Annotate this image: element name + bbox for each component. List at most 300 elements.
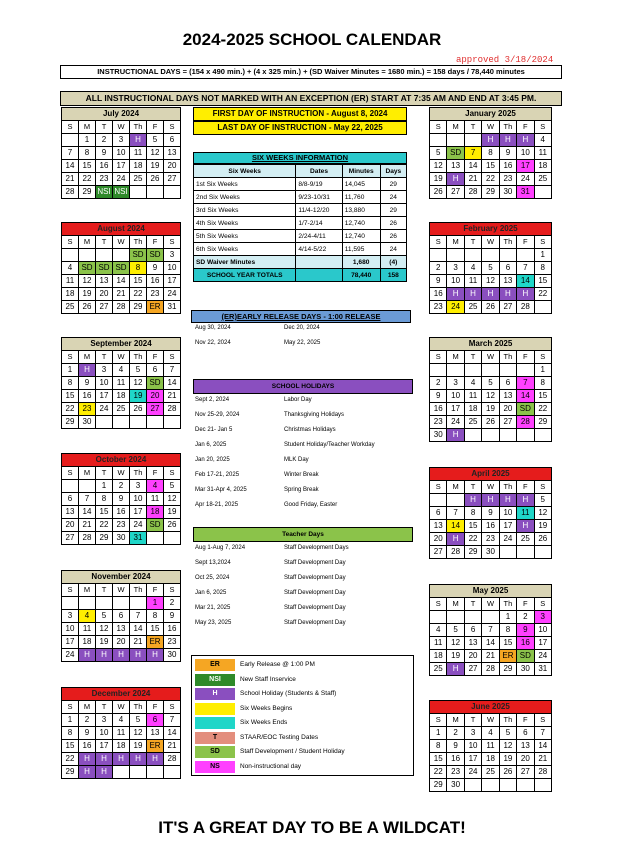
day-cell: 4	[113, 714, 130, 727]
day-cell: 11	[465, 390, 482, 403]
day-cell: H	[96, 649, 113, 662]
day-cell: 2	[79, 714, 96, 727]
holiday-name: Thanksgiving Holidays	[284, 412, 345, 418]
day-cell: 12	[482, 390, 499, 403]
day-cell: 1	[500, 611, 517, 624]
day-cell	[147, 416, 164, 429]
day-cell	[482, 779, 499, 792]
page-title: 2024-2025 SCHOOL CALENDAR	[182, 30, 442, 49]
month-title: October 2024	[61, 453, 181, 466]
day-cell: 27	[465, 663, 482, 676]
day-cell: 24	[500, 533, 517, 546]
day-cell: 28	[164, 403, 181, 416]
day-cell: 6	[517, 727, 534, 740]
weekday-header: S	[164, 467, 181, 480]
day-cell	[447, 249, 464, 262]
day-cell: 29	[465, 546, 482, 559]
day-cell: 25	[430, 663, 447, 676]
month-november-2024	[61, 570, 181, 662]
day-cell: 27	[517, 766, 534, 779]
weekday-header: W	[113, 584, 130, 597]
day-cell: 1	[96, 480, 113, 493]
day-cell: 14	[535, 740, 552, 753]
day-cell: 23	[113, 519, 130, 532]
day-cell: 3	[62, 610, 79, 623]
day-cell: 22	[62, 753, 79, 766]
day-cell	[430, 249, 447, 262]
teacher-day-date: Sept 13,2024	[195, 560, 231, 566]
day-cell: 11	[79, 623, 96, 636]
day-cell: 11	[62, 275, 79, 288]
day-cell	[465, 364, 482, 377]
day-cell: 21	[535, 753, 552, 766]
day-cell: 15	[79, 160, 96, 173]
weekday-header: Th	[500, 481, 517, 494]
day-cell: 15	[500, 637, 517, 650]
day-cell: 8	[465, 507, 482, 520]
day-cell	[113, 597, 130, 610]
day-cell: 16	[113, 506, 130, 519]
day-cell	[535, 186, 552, 199]
weekday-header: S	[164, 584, 181, 597]
day-cell	[147, 766, 164, 779]
day-cell: 5	[96, 610, 113, 623]
day-cell: 16	[96, 160, 113, 173]
day-cell	[535, 779, 552, 792]
day-cell: 7	[517, 377, 534, 390]
day-cell: H	[482, 494, 499, 507]
day-cell: 17	[62, 636, 79, 649]
day-cell: 19	[96, 636, 113, 649]
day-cell: 24	[535, 650, 552, 663]
day-cell: 21	[164, 390, 181, 403]
day-cell: 16	[430, 403, 447, 416]
day-cell: 10	[113, 147, 130, 160]
day-cell: 28	[113, 301, 130, 314]
day-cell: 30	[164, 649, 181, 662]
weekday-header: S	[430, 714, 447, 727]
early-release-title: (ER)EARLY RELEASE DAYS - 1:00 RELEASE	[191, 310, 411, 323]
month-title: July 2024	[61, 107, 181, 120]
day-cell: 26	[130, 403, 147, 416]
day-cell: 5	[482, 377, 499, 390]
day-cell: 16	[79, 740, 96, 753]
day-cell: 28	[482, 663, 499, 676]
day-cell: 29	[62, 766, 79, 779]
day-cell: 10	[500, 507, 517, 520]
weekday-header: M	[79, 584, 96, 597]
day-cell: 22	[535, 288, 552, 301]
day-cell: 20	[465, 650, 482, 663]
day-cell	[500, 249, 517, 262]
day-cell: 17	[535, 637, 552, 650]
day-cell: 8	[96, 493, 113, 506]
day-cell	[113, 766, 130, 779]
day-cell: 13	[147, 727, 164, 740]
day-cell: 3	[164, 249, 181, 262]
day-cell: 27	[164, 173, 181, 186]
day-cell: 27	[500, 301, 517, 314]
legend-swatch	[195, 703, 235, 715]
cell: 29	[380, 204, 406, 217]
weekday-header: F	[517, 598, 534, 611]
day-cell: 19	[500, 753, 517, 766]
day-cell: H	[96, 766, 113, 779]
day-cell: 8	[482, 147, 499, 160]
day-cell: 28	[535, 766, 552, 779]
day-cell: SD	[517, 403, 534, 416]
day-cell: 29	[500, 663, 517, 676]
day-cell: H	[79, 649, 96, 662]
day-cell: 14	[482, 637, 499, 650]
day-cell: 23	[482, 533, 499, 546]
weekday-header: M	[79, 236, 96, 249]
cell	[296, 269, 342, 282]
day-cell: 26	[535, 533, 552, 546]
day-cell	[447, 134, 464, 147]
day-cell: 25	[465, 416, 482, 429]
month-october-2024	[61, 453, 181, 545]
day-cell: 11	[482, 740, 499, 753]
day-cell: 26	[147, 173, 164, 186]
day-cell: 21	[130, 636, 147, 649]
cell	[296, 256, 342, 269]
month-august-2024	[61, 222, 181, 314]
day-cell: 26	[482, 301, 499, 314]
legend	[191, 655, 414, 776]
holiday-date: Nov 25-29, 2024	[195, 412, 240, 418]
weekday-header: W	[482, 121, 499, 134]
legend-swatch: H	[195, 688, 235, 700]
weekday-header: Th	[130, 121, 147, 134]
table-row	[194, 217, 407, 230]
day-cell	[79, 597, 96, 610]
weekday-header: F	[147, 351, 164, 364]
day-cell: 20	[62, 519, 79, 532]
day-cell: 30	[500, 186, 517, 199]
weekday-header: Th	[500, 236, 517, 249]
day-cell: 14	[62, 160, 79, 173]
legend-item	[192, 658, 413, 672]
weekday-header: T	[465, 714, 482, 727]
day-cell: 17	[465, 753, 482, 766]
day-cell	[79, 249, 96, 262]
day-cell: H	[113, 753, 130, 766]
day-cell: 10	[535, 624, 552, 637]
weekday-header: W	[113, 351, 130, 364]
month-grid	[61, 700, 181, 779]
day-cell: 7	[79, 493, 96, 506]
day-cell: H	[465, 494, 482, 507]
day-cell	[430, 364, 447, 377]
day-cell: 15	[535, 275, 552, 288]
holiday-name: Good Friday, Easter	[284, 502, 338, 508]
cell: 1,680	[342, 256, 380, 269]
day-cell: H	[500, 134, 517, 147]
month-grid	[429, 120, 552, 199]
day-cell: SD	[447, 147, 464, 160]
legend-item	[192, 760, 413, 774]
day-cell: 5	[130, 364, 147, 377]
day-cell: 19	[430, 173, 447, 186]
day-cell	[164, 186, 181, 199]
month-december-2024	[61, 687, 181, 779]
day-cell: 7	[535, 727, 552, 740]
legend-swatch: NSI	[195, 674, 235, 686]
weekday-header: T	[96, 701, 113, 714]
month-title: August 2024	[61, 222, 181, 235]
day-cell: H	[447, 288, 464, 301]
day-cell: 17	[500, 520, 517, 533]
day-cell: 7	[164, 364, 181, 377]
weekday-header: W	[482, 714, 499, 727]
cell: 24	[380, 243, 406, 256]
weekday-header: T	[465, 351, 482, 364]
table-row	[194, 243, 407, 256]
weekday-header: W	[482, 351, 499, 364]
day-cell: 5	[164, 480, 181, 493]
day-cell: 1	[79, 134, 96, 147]
day-cell: H	[79, 766, 96, 779]
day-cell: H	[130, 649, 147, 662]
day-cell: 6	[430, 507, 447, 520]
day-cell: 8	[130, 262, 147, 275]
day-cell	[164, 416, 181, 429]
day-cell: SD	[517, 650, 534, 663]
holiday-date: Sept 2, 2024	[195, 397, 230, 403]
day-cell	[164, 766, 181, 779]
day-cell: 22	[430, 766, 447, 779]
day-cell: 22	[482, 173, 499, 186]
teacher-day-desc: Staff Development Day	[284, 605, 346, 611]
month-july-2024	[61, 107, 181, 199]
day-cell: 3	[465, 727, 482, 740]
day-cell: 22	[62, 403, 79, 416]
cell: 158	[380, 269, 406, 282]
six-weeks-header-row	[194, 165, 407, 178]
day-cell: 27	[147, 403, 164, 416]
day-cell	[465, 134, 482, 147]
day-cell: ER	[147, 301, 164, 314]
day-cell: 29	[96, 532, 113, 545]
weekday-header: T	[465, 598, 482, 611]
day-cell: ER	[147, 636, 164, 649]
month-grid	[61, 120, 181, 199]
day-cell	[430, 494, 447, 507]
weekday-header: W	[113, 701, 130, 714]
day-cell: 4	[147, 480, 164, 493]
day-cell: 8	[500, 624, 517, 637]
day-cell: 15	[482, 160, 499, 173]
day-cell: 23	[500, 173, 517, 186]
day-cell	[465, 779, 482, 792]
day-cell: 31	[130, 532, 147, 545]
day-cell: 17	[517, 160, 534, 173]
day-cell: 24	[62, 649, 79, 662]
weekday-header: S	[164, 121, 181, 134]
day-cell: 25	[113, 403, 130, 416]
month-grid	[429, 597, 552, 676]
day-cell: 24	[164, 288, 181, 301]
legend-item	[192, 731, 413, 745]
teacher-day-desc: Staff Development Day	[284, 590, 346, 596]
day-cell: 13	[447, 160, 464, 173]
cell: 4/14-5/22	[296, 243, 342, 256]
day-cell	[517, 779, 534, 792]
day-cell	[62, 249, 79, 262]
day-cell: 4	[465, 377, 482, 390]
cell: 11/4-12/20	[296, 204, 342, 217]
day-cell: 15	[430, 753, 447, 766]
day-cell: 8	[535, 262, 552, 275]
day-cell: 12	[500, 740, 517, 753]
col-header: Six Weeks	[194, 165, 296, 178]
weekday-header: S	[430, 481, 447, 494]
day-cell: 9	[147, 262, 164, 275]
day-cell: H	[500, 494, 517, 507]
day-cell: 15	[535, 390, 552, 403]
cell: 5th Six Weeks	[194, 230, 296, 243]
weekday-header: S	[62, 121, 79, 134]
day-cell: 15	[465, 520, 482, 533]
day-cell: 17	[96, 390, 113, 403]
day-cell: 8	[430, 740, 447, 753]
day-cell: 9	[447, 740, 464, 753]
day-cell: 3	[113, 134, 130, 147]
day-cell: 13	[465, 637, 482, 650]
holiday-name: Student Holiday/Teacher Workday	[284, 442, 375, 448]
day-cell: H	[79, 364, 96, 377]
weekday-header: S	[535, 121, 552, 134]
weekday-header: T	[465, 481, 482, 494]
holiday-date: Apr 18-21, 2025	[195, 502, 239, 508]
day-cell: 12	[164, 493, 181, 506]
table-row	[194, 178, 407, 191]
day-cell: 27	[500, 416, 517, 429]
day-cell: 13	[517, 740, 534, 753]
weekday-header: Th	[130, 236, 147, 249]
day-cell: 1	[535, 364, 552, 377]
day-cell: 22	[465, 533, 482, 546]
day-cell	[130, 186, 147, 199]
weekday-header: Th	[500, 714, 517, 727]
day-cell: 5	[430, 147, 447, 160]
weekday-header: M	[447, 121, 464, 134]
day-cell	[130, 597, 147, 610]
day-cell: 11	[113, 727, 130, 740]
teacher-day-desc: Staff Development Day	[284, 560, 346, 566]
day-cell: 5	[447, 624, 464, 637]
day-cell: 3	[447, 377, 464, 390]
day-cell: 2	[447, 727, 464, 740]
day-cell: 7	[62, 147, 79, 160]
weekday-header: T	[96, 584, 113, 597]
day-cell: 2	[164, 597, 181, 610]
day-cell: 20	[517, 753, 534, 766]
day-cell	[430, 611, 447, 624]
day-cell: 28	[62, 186, 79, 199]
day-cell: 30	[482, 546, 499, 559]
day-cell: 12	[147, 147, 164, 160]
weekday-header: S	[62, 236, 79, 249]
weekday-header: S	[62, 467, 79, 480]
day-cell: 27	[62, 532, 79, 545]
cell: 11,595	[342, 243, 380, 256]
day-cell: 29	[482, 186, 499, 199]
day-cell	[62, 480, 79, 493]
day-cell: 13	[500, 390, 517, 403]
day-cell: 28	[79, 532, 96, 545]
day-cell: 14	[447, 520, 464, 533]
er-date: Aug 30, 2024	[195, 325, 231, 331]
day-cell: 18	[62, 288, 79, 301]
cell: SCHOOL YEAR TOTALS	[194, 269, 296, 282]
cell: SD Waiver Minutes	[194, 256, 296, 269]
day-cell: 14	[113, 275, 130, 288]
day-cell: 10	[447, 390, 464, 403]
day-cell: 7	[447, 507, 464, 520]
day-cell: 18	[113, 390, 130, 403]
day-cell: H	[147, 753, 164, 766]
weekday-header: Th	[500, 351, 517, 364]
day-cell: 11	[130, 147, 147, 160]
day-cell: 16	[482, 520, 499, 533]
weekday-header: S	[62, 701, 79, 714]
day-cell: 14	[517, 275, 534, 288]
day-cell: SD	[147, 249, 164, 262]
cell: (4)	[380, 256, 406, 269]
day-cell: 9	[164, 610, 181, 623]
day-cell: 5	[482, 262, 499, 275]
day-cell: 8	[79, 147, 96, 160]
weekday-header: F	[147, 701, 164, 714]
day-cell: 20	[430, 533, 447, 546]
legend-swatch: SD	[195, 746, 235, 758]
day-cell: 31	[517, 186, 534, 199]
day-cell: SD	[96, 262, 113, 275]
weekday-header: Th	[130, 701, 147, 714]
day-cell: 17	[164, 275, 181, 288]
cell: 8/8-9/19	[296, 178, 342, 191]
day-cell: 18	[147, 506, 164, 519]
day-cell	[500, 429, 517, 442]
er-date: Nov 22, 2024	[195, 340, 231, 346]
legend-swatch: ER	[195, 659, 235, 671]
col-header: Minutes	[342, 165, 380, 178]
cell: 12,740	[342, 217, 380, 230]
day-cell: H	[447, 173, 464, 186]
day-cell: NSI	[96, 186, 113, 199]
day-cell	[482, 249, 499, 262]
day-cell: 20	[147, 390, 164, 403]
instructional-days: INSTRUCTIONAL DAYS = (154 x 490 min.) + (4 x 325 min.) + (SD Waiver Minutes = 1680 min.) = 158 days / 78,440 minutes	[60, 65, 562, 79]
day-cell: 9	[96, 147, 113, 160]
month-grid	[429, 350, 552, 442]
day-cell: 28	[465, 186, 482, 199]
day-cell: 30	[517, 663, 534, 676]
day-cell	[517, 546, 534, 559]
month-february-2025	[429, 222, 552, 314]
day-cell: 5	[535, 494, 552, 507]
day-cell: 1	[535, 249, 552, 262]
weekday-header: S	[535, 714, 552, 727]
weekday-header: T	[465, 236, 482, 249]
day-cell: 13	[96, 275, 113, 288]
day-cell: 17	[113, 160, 130, 173]
day-cell: 7	[482, 624, 499, 637]
cell: 6th Six Weeks	[194, 243, 296, 256]
day-cell: 16	[517, 637, 534, 650]
